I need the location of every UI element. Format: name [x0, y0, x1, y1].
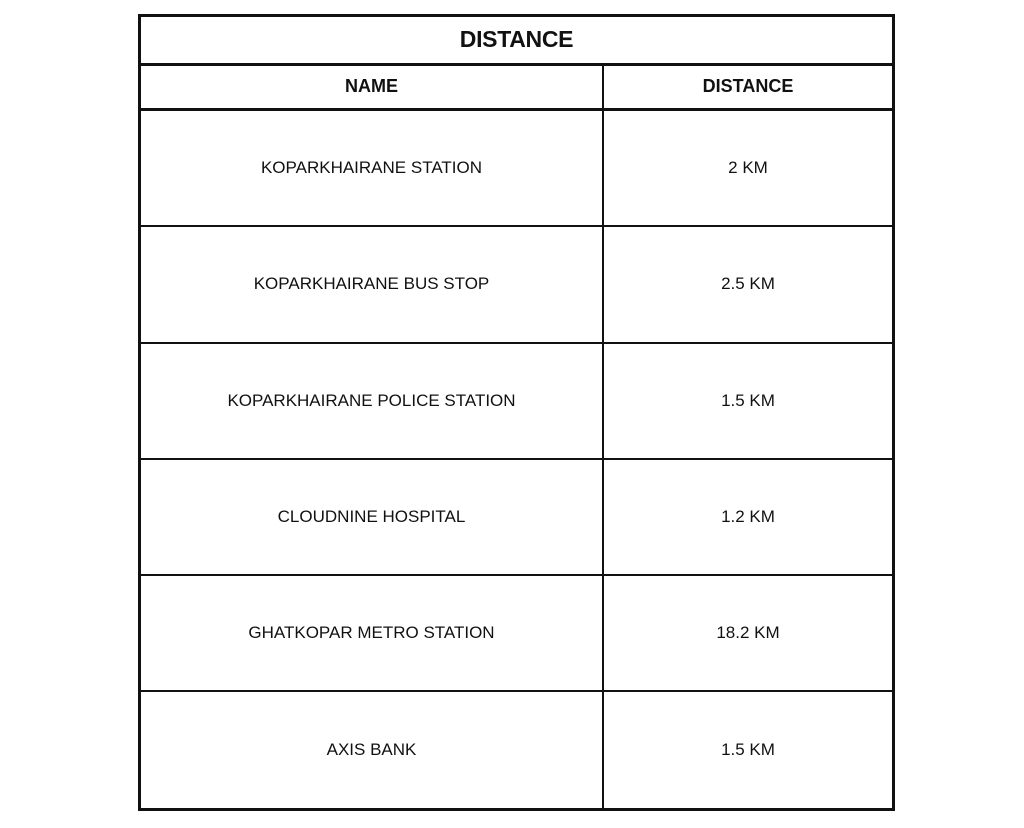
place-distance: 1.5 KM [721, 390, 775, 410]
place-name: AXIS BANK [141, 692, 604, 808]
place-distance: 2 KM [728, 158, 768, 178]
distance-table [138, 14, 895, 811]
header-distance: DISTANCE [702, 76, 794, 97]
table-row [141, 227, 892, 343]
table-row [141, 692, 892, 808]
header-name: NAME [141, 66, 604, 109]
place-name: KOPARKHAIRANE BUS STOP [141, 227, 604, 341]
place-name: KOPARKHAIRANE POLICE STATION [141, 344, 604, 458]
table-title: DISTANCE [141, 17, 892, 66]
place-name: CLOUDNINE HOSPITAL [141, 460, 604, 574]
place-distance: 1.5 KM [721, 739, 775, 759]
table-row [141, 460, 892, 576]
place-name: GHATKOPAR METRO STATION [141, 576, 604, 690]
place-distance: 2.5 KM [721, 274, 775, 294]
table-row [141, 576, 892, 692]
table-row [141, 344, 892, 460]
table-row [141, 111, 892, 227]
place-distance: 1.2 KM [721, 506, 775, 526]
place-name: KOPARKHAIRANE STATION [141, 111, 604, 225]
place-distance: 18.2 KM [716, 622, 780, 642]
table-header-row [141, 66, 892, 112]
